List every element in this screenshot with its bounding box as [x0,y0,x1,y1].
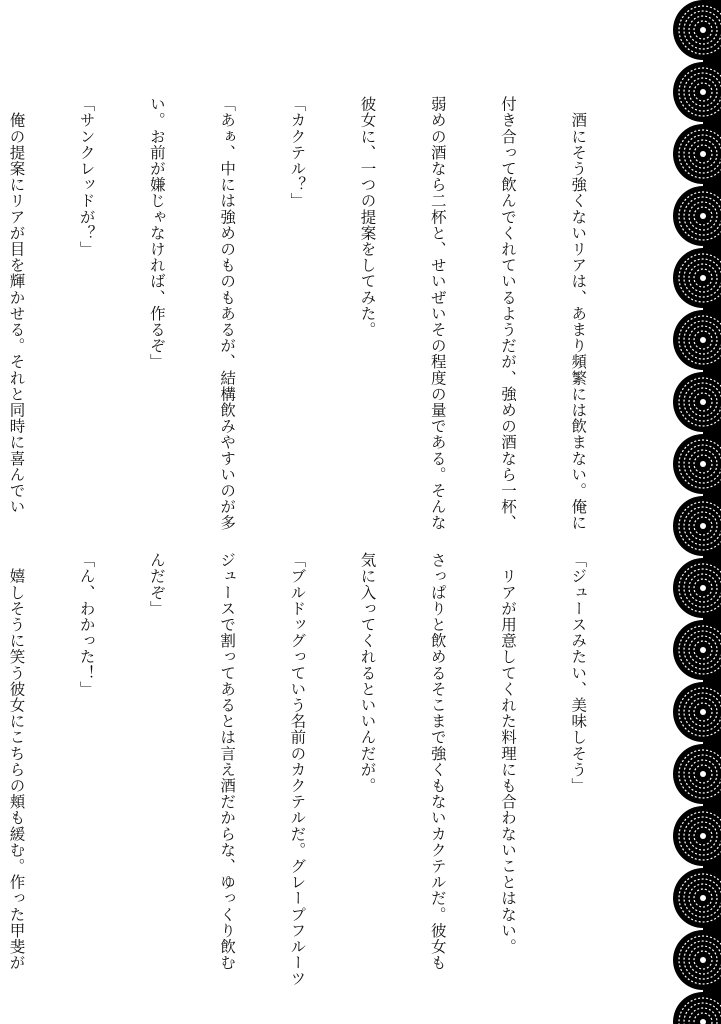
text-line: 気に入ってくれるといいんだが。 [358,552,377,794]
lace-center [700,709,706,715]
lace-scallop [673,248,721,308]
text-line: 俺の提案にリアが目を輝かせる。それと同時に喜んでい [7,96,26,515]
top-text-block [7,96,636,531]
lace-scallop [673,992,721,1024]
lace-scallop [673,682,721,742]
text-line: 「ブルドッグっていう名前のカクテルだ。グレープフルーツ [288,552,307,987]
text-line: 彼女に、一つの提案をしてみた。 [358,96,377,338]
text-line: 「カクテル？」 [288,96,307,209]
lace-center [700,771,706,777]
text-line: 「サンクレッドが？」 [77,96,96,257]
lace-scallop [673,434,721,494]
lace-center [700,895,706,901]
text-line: リアが用意してくれた料理にも合わないことはない。 [498,552,517,955]
text-line: 弱めの酒なら二杯と、せいぜいその程度の量である。そんな [428,96,447,531]
lace-scallop [673,310,721,370]
text-line: 「ジュースみたい、美味しそう」 [569,552,588,794]
lace-scallop [673,744,721,804]
lace-scallop [673,496,721,556]
lace-scallop [673,62,721,122]
lace-scallop [673,186,721,246]
lace-center [700,461,706,467]
text-line: 嬉しそうに笑う彼女にこちらの頬も緩む。作った甲斐が [7,552,26,971]
lace-center [700,833,706,839]
lace-center [700,27,706,33]
lace-center [700,151,706,157]
lace-scallop [673,620,721,680]
text-line: い。お前が嫌じゃなければ、作るぞ」 [147,96,166,370]
lace-center [700,957,706,963]
text-line: 付き合って飲んでくれているようだが、強めの酒なら一杯、 [498,96,517,531]
text-line: 酒にそう強くないリアは、あまり頻繁には飲まない。俺に [569,96,588,531]
text-line: んだぞ」 [147,552,166,617]
lace-center [700,337,706,343]
lace-center [700,399,706,405]
text-line: ジュースで割ってあるとは言え酒だからな、ゆっくり飲む [218,552,237,971]
lace-scallop [673,372,721,432]
lace-center [700,647,706,653]
lace-scallop [673,806,721,866]
lace-scallop [673,930,721,990]
lace-scallop [673,558,721,618]
text-line: 「あぁ、中には強めのものもあるが、結構飲みやすいのが多 [218,96,237,531]
lace-center [700,275,706,281]
lace-border-decoration [659,0,721,1024]
lace-center [700,523,706,529]
lace-scallop [673,124,721,184]
lace-center [700,213,706,219]
text-line: さっぱりと飲めるそこまで強くもないカクテルだ。彼女も [428,552,447,971]
lace-scallop [673,868,721,928]
lace-scallops [673,0,721,1024]
bottom-text-block [7,552,636,987]
lace-center [700,585,706,591]
lace-scallop [673,0,721,60]
lace-center [700,89,706,95]
text-line: 「ん、わかった！」 [77,552,96,697]
